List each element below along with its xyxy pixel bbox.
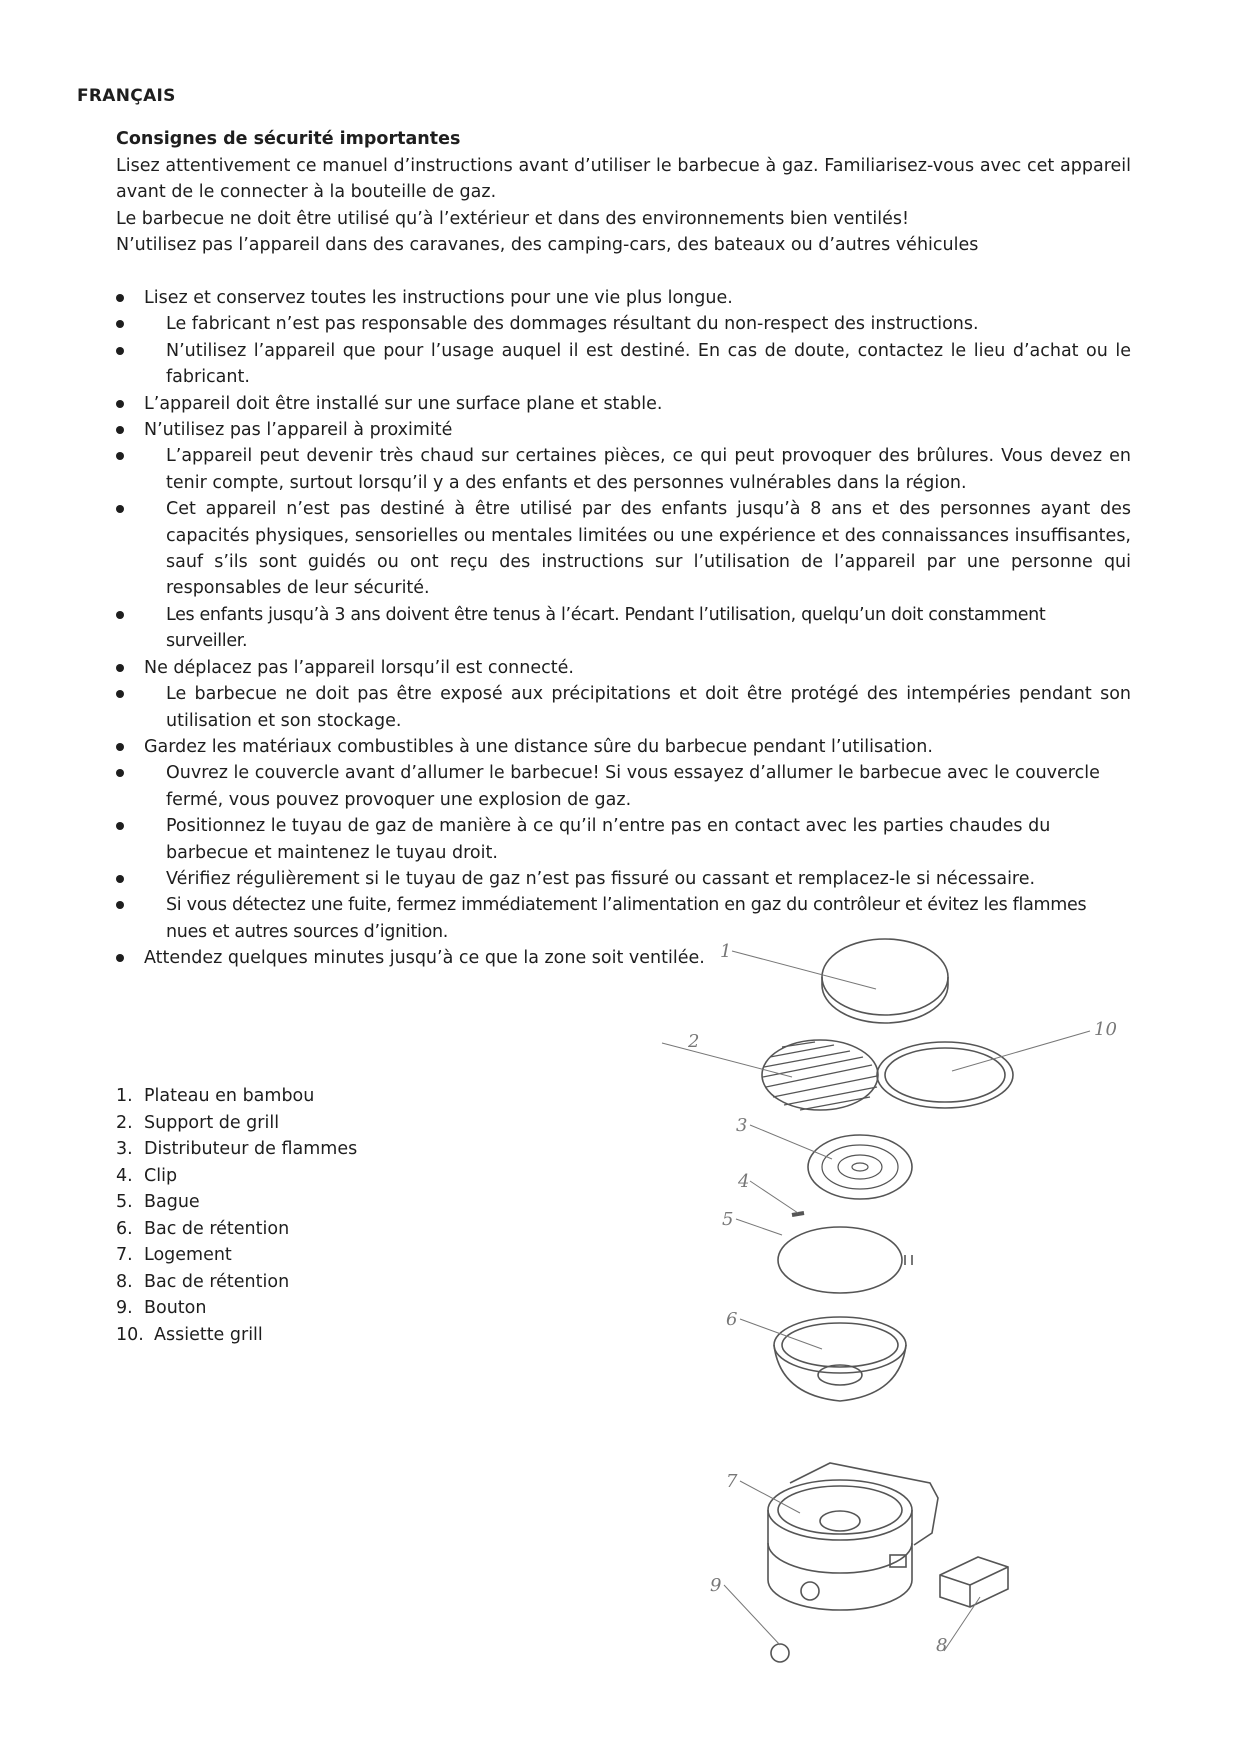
knob-drawing — [771, 1582, 819, 1662]
callout-5: 5 — [722, 1209, 734, 1230]
bullet-item: Cet appareil n’est pas destiné à être utilisé par des enfants jusqu’à 8 ans et des personnes ayant des capacités physiques, sensorielles ou mentales limitées ou une expérience et des connaissances insuffisantes, sauf s’ils sont guidés ou ont reçu des instructions sur l’utilisation de l’appareil par une personne qui responsables de leur sécurité. — [116, 496, 1131, 602]
grill-plate-drawing — [877, 1042, 1013, 1108]
intro-line: Lisez attentivement ce manuel d’instructions avant d’utiliser le barbecue à gaz. Familiarisez-vous avec cet appareil avant de le connecter à la bouteille de gaz. — [116, 155, 1131, 202]
bullet-item: Lisez et conservez toutes les instructions pour une vie plus longue. — [116, 285, 1131, 311]
parts-list-item: 6. Bac de rétention — [116, 1218, 290, 1239]
bullet-icon — [116, 743, 124, 751]
ring-drawing — [778, 1227, 912, 1293]
callout-4: 4 — [738, 1171, 750, 1192]
drip-tray-drawing — [774, 1317, 906, 1401]
parts-list-item: 5. Bague — [116, 1192, 200, 1212]
bullet-item: L’appareil peut devenir très chaud sur certaines pièces, ce qui peut provoquer des brûlures. Vous devez en tenir compte, surtout lorsqu’il y a des enfants et des personnes vulnérables dans la région. — [116, 443, 1131, 496]
bullet-icon — [116, 400, 124, 408]
bullet-item: Si vous détectez une fuite, fermez immédiatement l’alimentation en gaz du contrôleur et évitez les flammes nues et autres sources d’ignition. — [116, 892, 1131, 945]
bullet-item: Le barbecue ne doit pas être exposé aux précipitations et doit être protégé des intempéries pendant son utilisation et son stockage. — [116, 681, 1131, 734]
callout-8: 8 — [936, 1635, 948, 1656]
parts-list-item: 8. Bac de rétention — [116, 1271, 290, 1292]
bullet-item: Ne déplacez pas l’appareil lorsqu’il est connecté. — [116, 655, 1131, 681]
housing-drawing — [768, 1463, 938, 1610]
bullet-item: Positionnez le tuyau de gaz de manière à ce qu’il n’entre pas en contact avec les parties chaudes du barbecue et maintenez le tuyau droit. — [116, 813, 1131, 866]
parts-list-item: 4. Clip — [116, 1165, 178, 1186]
bullet-item: N’utilisez pas l’appareil à proximité — [116, 417, 1131, 443]
exploded-view-diagram — [688, 935, 1140, 1656]
bullet-item: N’utilisez l’appareil que pour l’usage auquel il est destiné. En cas de doute, contactez le lieu d’achat ou le fabricant. — [116, 338, 1131, 391]
callout-7: 7 — [726, 1471, 738, 1492]
side-tray-drawing — [940, 1557, 1008, 1607]
language-heading: FRANÇAIS — [77, 86, 176, 106]
bullet-icon — [116, 426, 124, 434]
callout-labels — [687, 941, 1117, 1656]
parts-list-item: 10. Assiette grill — [116, 1324, 263, 1345]
bullet-icon — [116, 294, 124, 302]
flame-distributor-drawing — [808, 1135, 912, 1199]
parts-list — [116, 1083, 357, 1348]
callout-1: 1 — [720, 941, 732, 962]
safety-intro — [116, 126, 1131, 259]
callout-2: 2 — [688, 1031, 700, 1052]
parts-list-item: 3. Distributeur de flammes — [116, 1139, 358, 1159]
bullet-item: Gardez les matériaux combustibles à une distance sûre du barbecue pendant l’utilisation. — [116, 734, 1131, 760]
parts-list-item: 1. Plateau en bambou — [116, 1086, 315, 1106]
callout-9: 9 — [710, 1575, 722, 1596]
clip-drawing — [792, 1213, 804, 1215]
intro-line: Le barbecue ne doit être utilisé qu’à l’extérieur et dans des environnements bien ventilés! — [116, 208, 910, 229]
bullet-item: L’appareil doit être installé sur une surface plane et stable. — [116, 391, 1131, 417]
parts-list-item: 2. Support de grill — [116, 1112, 280, 1133]
section-heading: Consignes de sécurité importantes — [116, 129, 461, 149]
bullet-icon — [116, 875, 124, 883]
safety-bullet-list — [116, 285, 1131, 972]
callout-10: 10 — [1094, 1019, 1117, 1040]
parts-list-item: 7. Logement — [116, 1245, 232, 1265]
bullet-icon — [116, 611, 124, 619]
bullet-item: Vérifiez régulièrement si le tuyau de gaz n’est pas fissuré ou cassant et remplacez-le si nécessaire. — [116, 866, 1131, 892]
bullet-item: Attendez quelques minutes jusqu’à ce que la zone soit ventilée. — [116, 945, 1131, 971]
grill-support-drawing — [762, 1040, 878, 1110]
bullet-item: Les enfants jusqu’à 3 ans doivent être tenus à l’écart. Pendant l’utilisation, quelqu’un doit constamment surveiller. — [116, 602, 1131, 655]
bullet-icon — [116, 664, 124, 672]
parts-list-item: 9. Bouton — [116, 1298, 207, 1318]
leader-lines — [662, 951, 1090, 1651]
callout-3: 3 — [736, 1115, 748, 1136]
bullet-item: Le fabricant n’est pas responsable des dommages résultant du non-respect des instructions. — [116, 311, 1131, 337]
callout-6: 6 — [726, 1309, 738, 1330]
intro-line: N’utilisez pas l’appareil dans des caravanes, des camping-cars, des bateaux ou d’autres véhicules — [116, 235, 979, 255]
bullet-item: Ouvrez le couvercle avant d’allumer le barbecue! Si vous essayez d’allumer le barbecue avec le couvercle fermé, vous pouvez provoquer une explosion de gaz. — [116, 760, 1131, 813]
bamboo-tray-drawing — [822, 939, 948, 1023]
bullet-icon — [116, 347, 124, 355]
